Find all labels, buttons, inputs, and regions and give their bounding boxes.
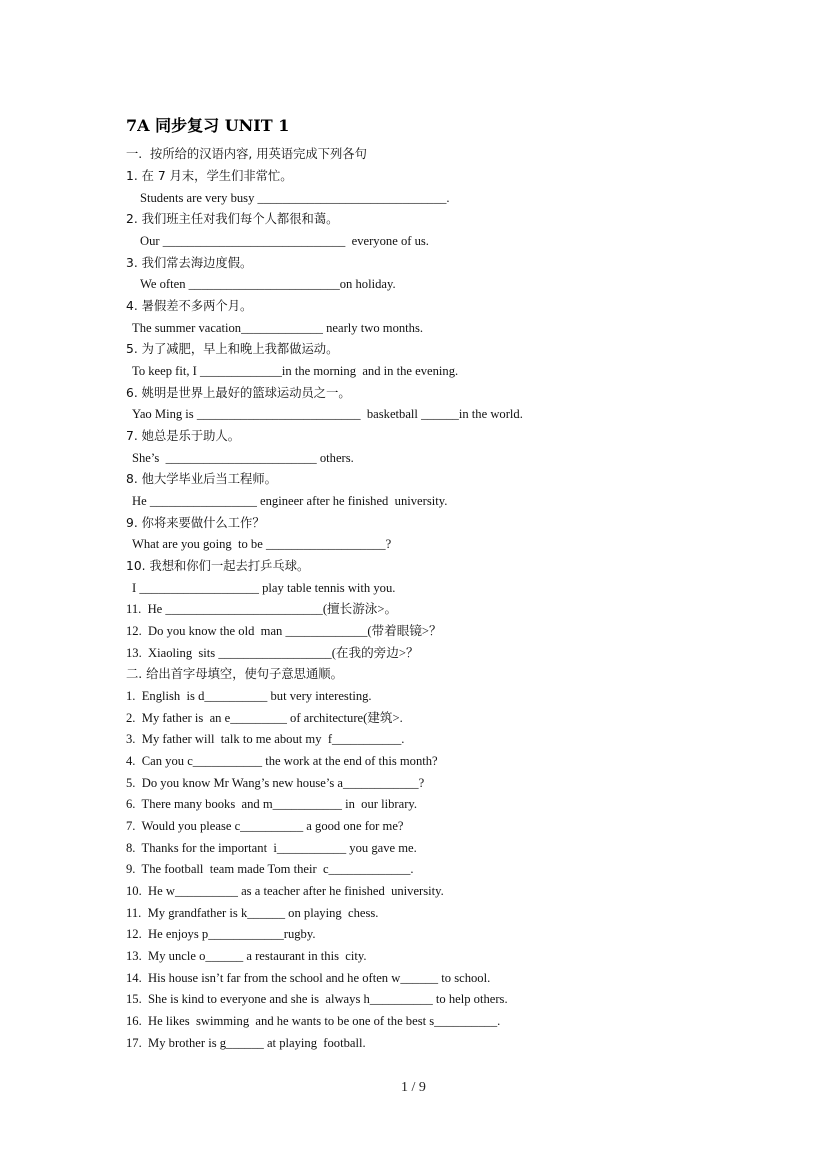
s1-item9-en: What are you going to be ___________________? xyxy=(132,537,392,551)
s2-item17: 17. My brother is g______ at playing football. xyxy=(126,1036,366,1050)
s2-item15: 15. She is kind to everyone and she is always h__________ to help others. xyxy=(126,992,508,1006)
section2-heading: 二. 给出首字母填空，使句子意思通顺。 xyxy=(126,667,343,681)
page-number: 1 / 9 xyxy=(401,1080,426,1095)
s1-item4-en: The summer vacation_____________ nearly two months. xyxy=(132,321,424,335)
s2-item2: 2. My father is an e_________ of architecture(建筑>. xyxy=(126,711,403,725)
s2-item9: 9. The football team made Tom their c_____________. xyxy=(126,862,414,876)
s1-item10-en: I ___________________ play table tennis with you. xyxy=(132,581,396,595)
s1-item11: 11. He _________________________(擅长游泳>。 xyxy=(126,602,398,616)
s1-item7-en: She’s ________________________ others. xyxy=(132,451,354,465)
s1-item2-cn: 2. 我们班主任对我们每个人都很和蔼。 xyxy=(126,212,339,226)
s1-item3-en: We often ________________________on holiday. xyxy=(140,277,396,291)
s1-item7-cn: 7. 她总是乐于助人。 xyxy=(126,429,241,443)
s1-item3-cn: 3. 我们常去海边度假。 xyxy=(126,256,253,270)
s2-item12: 12. He enjoys p____________rugby. xyxy=(126,927,316,941)
s2-item16: 16. He likes swimming and he wants to be one of the best s__________. xyxy=(126,1014,501,1028)
s1-item6-en: Yao Ming is __________________________ basketball ______in the world. xyxy=(132,407,523,421)
s2-item5: 5. Do you know Mr Wang’s new house’s a____________? xyxy=(126,776,425,790)
s2-item7: 7. Would you please c__________ a good one for me? xyxy=(126,819,404,833)
s2-item3: 3. My father will talk to me about my f___________. xyxy=(126,732,405,746)
s1-item5-en: To keep fit, I _____________in the morning and in the evening. xyxy=(132,364,459,378)
s2-item14: 14. His house isn’t far from the school and he often w______ to school. xyxy=(126,971,491,985)
s2-item8: 8. Thanks for the important i___________ you gave me. xyxy=(126,841,417,855)
s1-item1-en: Students are very busy ______________________________. xyxy=(140,191,450,205)
section1-heading: 一. 按所给的汉语内容, 用英语完成下列各句 xyxy=(126,147,367,161)
s1-item1-cn: 1. 在 7 月末，学生们非常忙。 xyxy=(126,169,293,183)
s2-item6: 6. There many books and m___________ in our library. xyxy=(126,797,418,811)
s2-item4: 4. Can you c___________ the work at the end of this month? xyxy=(126,754,438,768)
s1-item8-cn: 8. 他大学毕业后当工程师。 xyxy=(126,472,277,486)
s2-item11: 11. My grandfather is k______ on playing chess. xyxy=(126,906,379,920)
s2-item13: 13. My uncle o______ a restaurant in this city. xyxy=(126,949,367,963)
s1-item5-cn: 5. 为了减肥，早上和晚上我都做运动。 xyxy=(126,342,339,356)
page-title: 7A 同步复习 UNIT 1 xyxy=(126,116,290,135)
s2-item1: 1. English is d__________ but very interesting. xyxy=(126,689,372,703)
s1-item12: 12. Do you know the old man _____________(带着眼镜>？ xyxy=(126,624,442,638)
s1-item9-cn: 9. 你将来要做什么工作？ xyxy=(126,516,265,530)
s2-item10: 10. He w__________ as a teacher after he finished university. xyxy=(126,884,444,898)
s1-item10-cn: 10. 我想和你们一起去打乒乓球。 xyxy=(126,559,310,573)
s1-item6-cn: 6. 姚明是世界上最好的篮球运动员之一。 xyxy=(126,386,351,400)
s1-item2-en: Our _____________________________ everyone of us. xyxy=(140,234,429,248)
s1-item13: 13. Xiaoling sits __________________(在我的旁边>？ xyxy=(126,646,419,660)
s1-item8-en: He _________________ engineer after he finished university. xyxy=(132,494,448,508)
s1-item4-cn: 4. 暑假差不多两个月。 xyxy=(126,299,253,313)
